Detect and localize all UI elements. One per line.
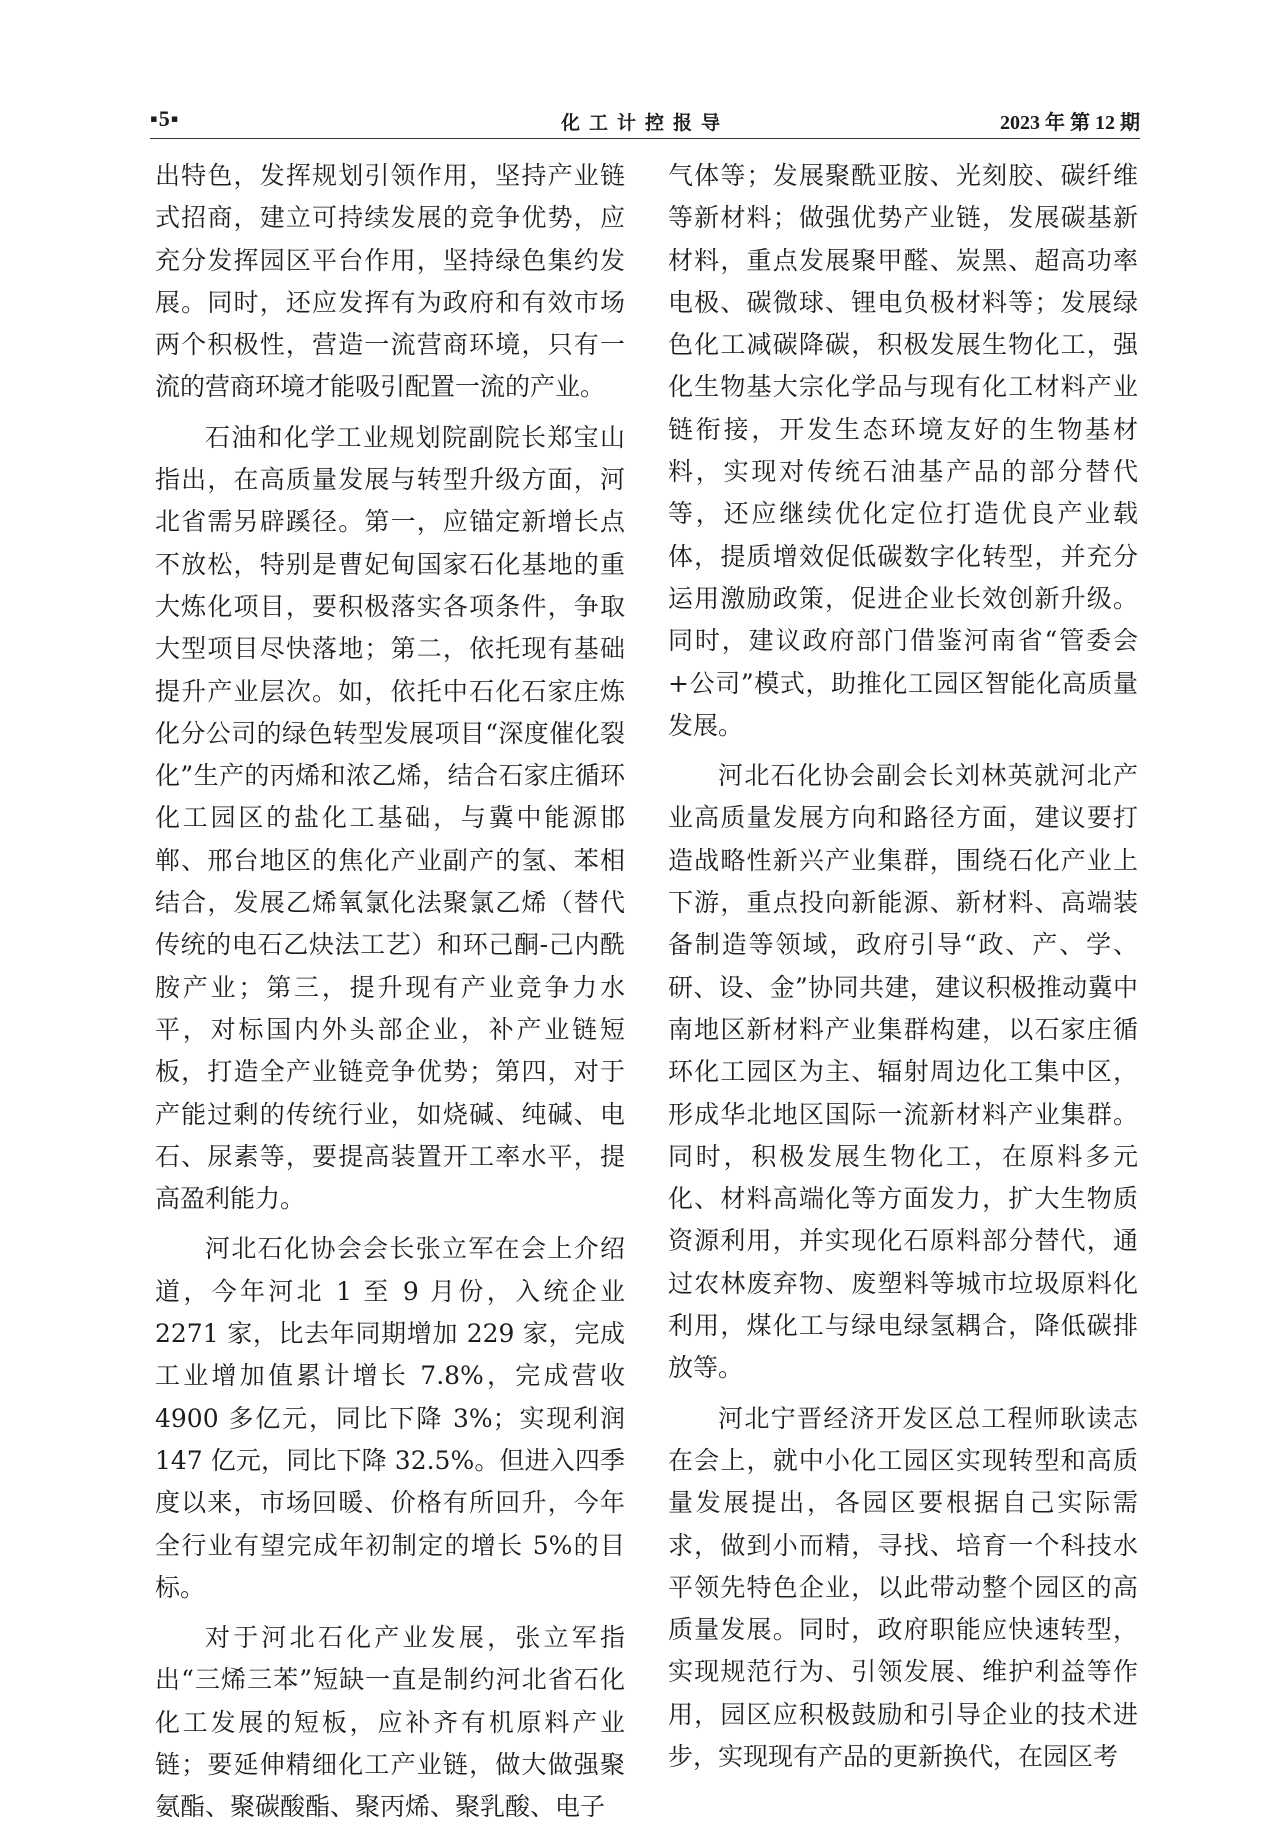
paragraph: 河北宁晋经济开发区总工程师耿读志在会上，就中小化工园区实现转型和高质量发展提出，各园区要根据自己实际需求，做到小而精，寻找、培育一个科技水平领先特色企业，以此带动整个园区的高质量发展。同时，政府职能应快速转型，实现规范行为、引领发展、维护利益等作用，园区应积极鼓励和引导企业的技术进步，实现现有产品的更新换代，在园区考 <box>668 1403 1138 1771</box>
issue-label: 2023 年 第 12 期 <box>1000 112 1140 134</box>
paragraph: 出特色，发挥规划引领作用，坚持产业链式招商，建立可持续发展的竞争优势，应充分发挥园区平台作用，坚持绿色集约发展。同时，还应发挥有为政府和有效市场两个积极性，营造一流营商环境，只有一流的营商环境才能吸引配置一流的产业。 <box>155 161 625 402</box>
paragraph: 对于河北石化产业发展，张立军指出“三烯三苯”短缺一直是制约河北省石化化工发展的短板，应补齐有机原料产业链；要延伸精细化工产业链，做大做强聚氨酯、聚碳酸酯、聚丙烯、聚乳酸、电子 <box>155 1623 625 1822</box>
journal-title: 化工计控报导 <box>560 112 729 134</box>
right-column <box>668 155 1138 1786</box>
paragraph: 石油和化学工业规划院副院长郑宝山指出，在高质量发展与转型升级方面，河北省需另辟蹊径。第一，应锚定新增长点不放松，特别是曹妃甸国家石化基地的重大炼化项目，要积极落实各项条件，争取大型项目尽快落地；第二，依托现有基础提升产业层次。如，依托中石化石家庄炼化分公司的绿色转型发展项目“深度催化裂化”生产的丙烯和浓乙烯，结合石家庄循环化工园区的盐化工基础，与冀中能源邯郸、邢台地区的焦化产业副产的氢、苯相结合，发展乙烯氧氯化法聚氯乙烯（替代传统的电石乙炔法工艺）和环己酮-己内酰胺产业；第三，提升现有产业竞争力水平，对标国内外头部企业，补产业链短板，打造全产业链竞争优势；第四，对于产能过剩的传统行业，如烧碱、纯碱、电石、尿素等，要提高装置开工率水平，提高盈利能力。 <box>155 422 625 1214</box>
paragraph: 河北石化协会会长张立军在会上介绍道，今年河北 1 至 9 月份，入统企业 2271 家，比去年同期增加 229 家，完成工业增加值累计增长 7.8%，完成营收 4900 多亿元，同比下降 3%；实现利润 147 亿元，同比下降 32.5%。但进入四季度以来，市场回暖、价格有所回升，今年全行业有望完成年初制定的增长 5%的目标。 <box>155 1234 625 1602</box>
page-number: ▪5▪ <box>150 106 180 131</box>
left-column <box>155 155 625 1837</box>
paragraph: 河北石化协会副会长刘林英就河北产业高质量发展方向和路径方面，建议要打造战略性新兴产业集群，围绕石化产业上下游，重点投向新能源、新材料、高端装备制造等领域，政府引导“政、产、学、研、设、金”协同共建，建议积极推动冀中南地区新材料产业集群构建，以石家庄循环化工园区为主、辐射周边化工集中区，形成华北地区国际一流新材料产业集群。同时，积极发展生物化工，在原料多元化、材料高端化等方面发力，扩大生物质资源利用，并实现化石原料部分替代，通过农林废弃物、废塑料等城市垃圾原料化利用，煤化工与绿电绿氢耦合，降低碳排放等。 <box>668 761 1138 1383</box>
page-header <box>150 98 1140 139</box>
paragraph: 气体等；发展聚酰亚胺、光刻胶、碳纤维等新材料；做强优势产业链，发展碳基新材料，重点发展聚甲醛、炭黑、超高功率电极、碳微球、锂电负极材料等；发展绿色化工减碳降碳，积极发展生物化工，强化生物基大宗化学品与现有化工材料产业链衔接，开发生态环境友好的生物基材料，实现对传统石油基产品的部分替代等，还应继续优化定位打造优良产业载体，提质增效促低碳数字化转型，并充分运用激励政策，促进企业长效创新升级。同时，建议政府部门借鉴河南省“管委会+公司”模式，助推化工园区智能化高质量发展。 <box>668 161 1138 740</box>
